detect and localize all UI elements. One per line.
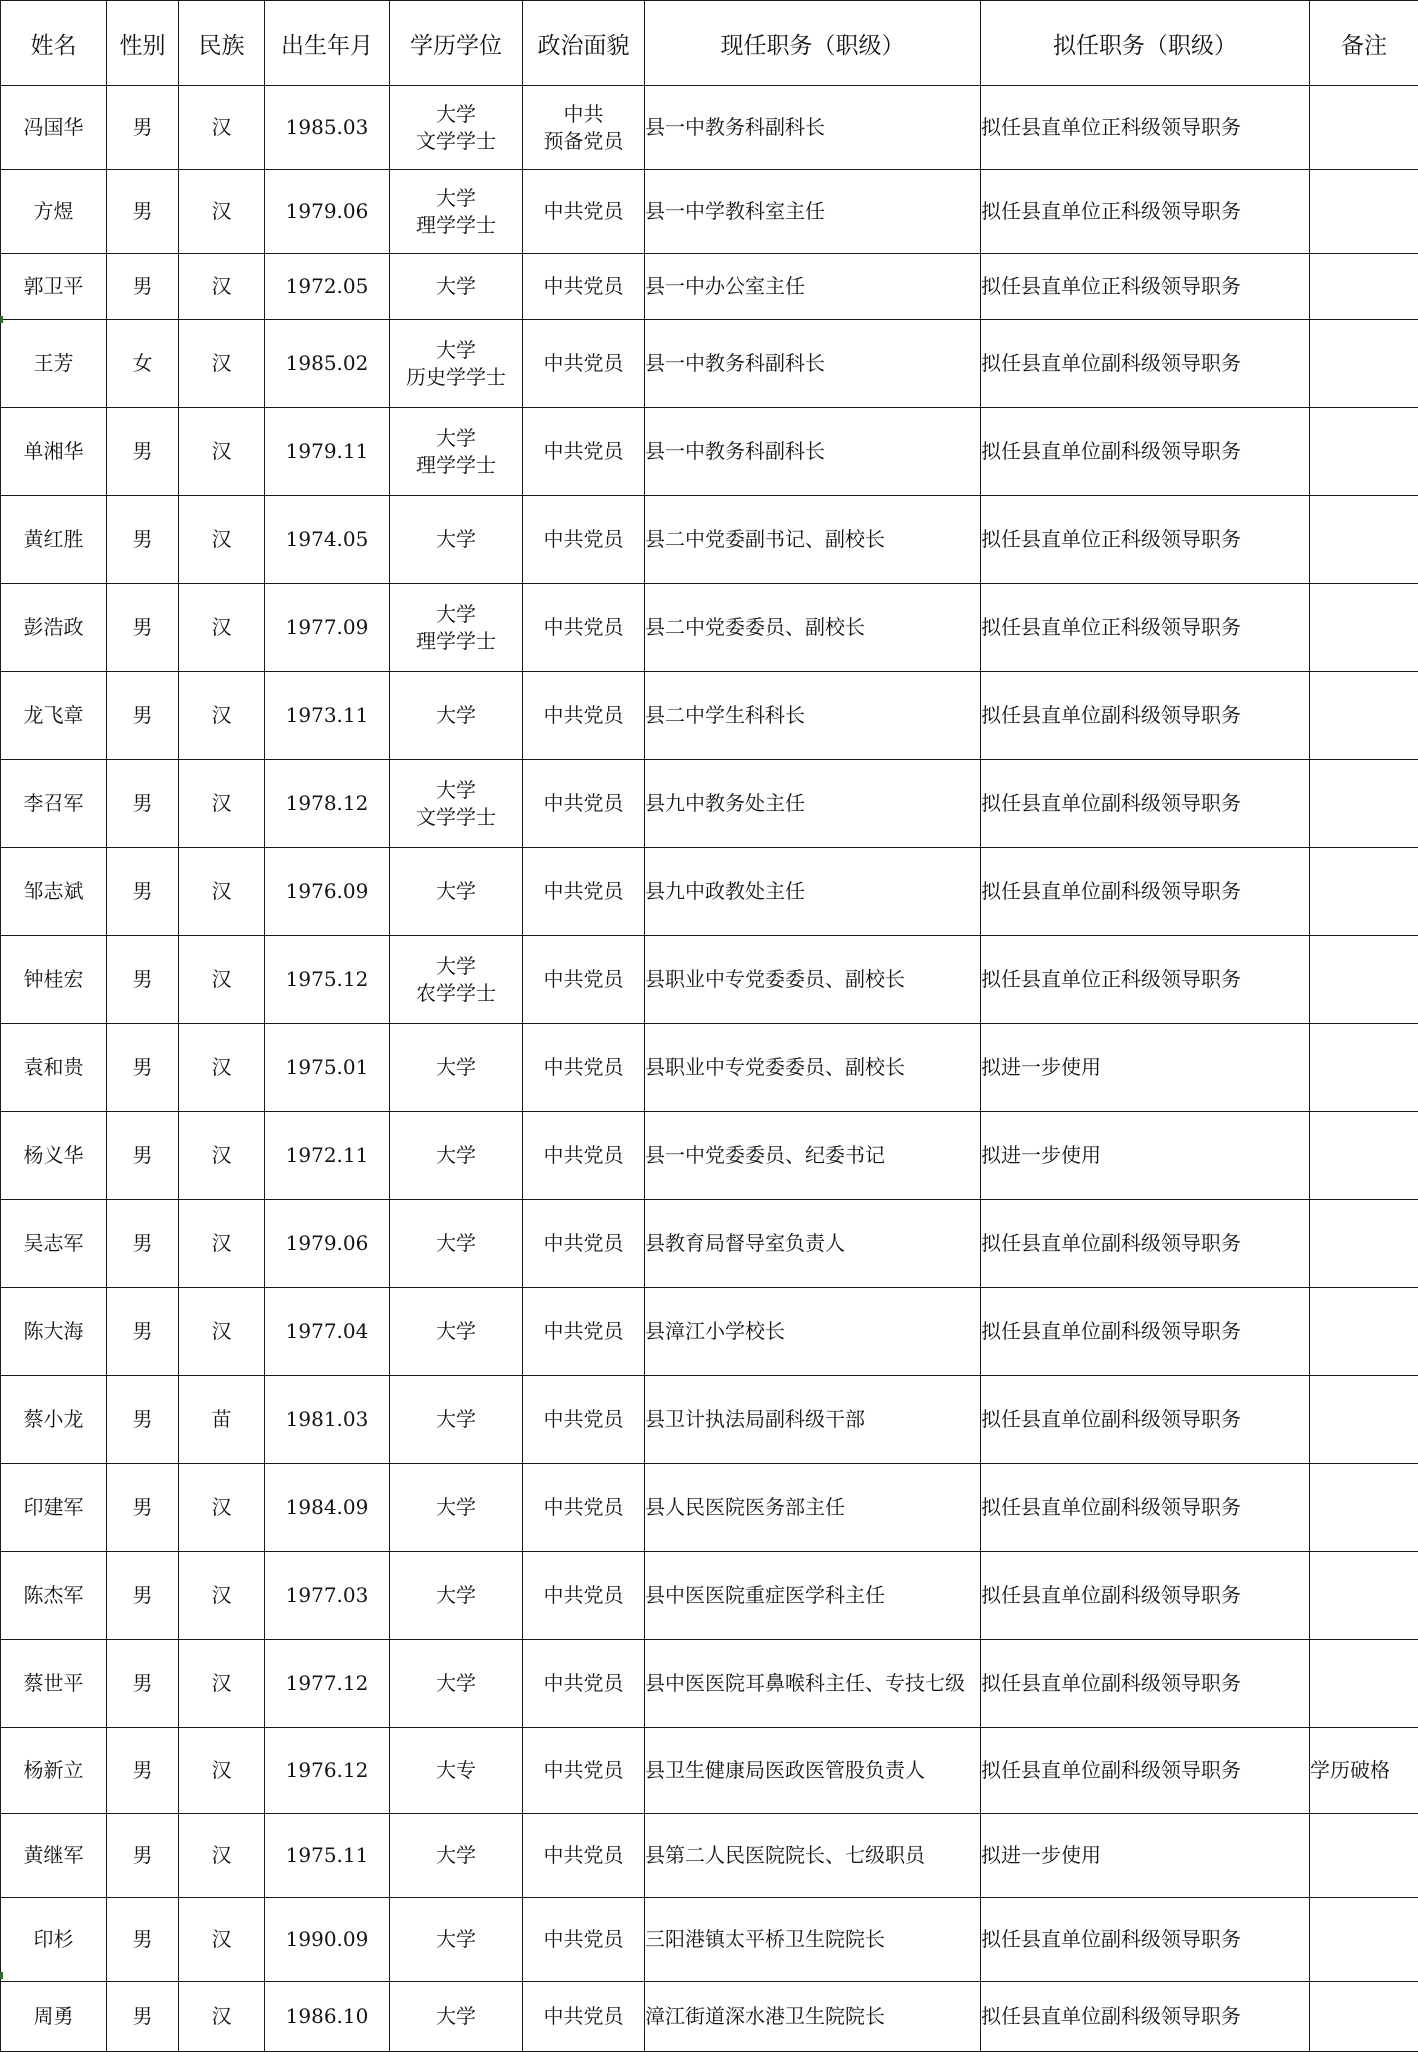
cell-politics (523, 408, 645, 496)
cell-education-line: 理学学士 (390, 212, 522, 239)
cell-proposed-post: 拟任县直单位正科级领导职务 (981, 86, 1310, 170)
table-header-row (1, 1, 1418, 86)
cell-current-post: 县中医医院耳鼻喉科主任、专技七级 (645, 1640, 981, 1728)
cell-ethnicity: 汉 (179, 1200, 265, 1288)
cell-politics-line: 中共党员 (523, 1842, 644, 1869)
cell-politics-line: 中共党员 (523, 1406, 644, 1433)
cell-note (1310, 408, 1418, 496)
cell-gender: 男 (107, 1728, 179, 1814)
cell-gender: 男 (107, 408, 179, 496)
cell-name: 周勇 (1, 1982, 107, 2052)
cell-name: 杨新立 (1, 1728, 107, 1814)
table-row (1, 1552, 1418, 1640)
cell-education-line: 文学学士 (390, 128, 522, 155)
cell-name: 印杉 (1, 1898, 107, 1982)
cell-education (390, 1728, 523, 1814)
cell-education (390, 1376, 523, 1464)
cell-name: 单湘华 (1, 408, 107, 496)
cell-politics (523, 1464, 645, 1552)
cell-proposed-post: 拟任县直单位正科级领导职务 (981, 936, 1310, 1024)
cell-proposed-post: 拟任县直单位副科级领导职务 (981, 760, 1310, 848)
cell-politics-line: 中共党员 (523, 1582, 644, 1609)
cell-ethnicity: 汉 (179, 1552, 265, 1640)
cell-name: 黄继军 (1, 1814, 107, 1898)
cell-name: 彭浩政 (1, 584, 107, 672)
header-gender: 性别 (107, 1, 179, 86)
cell-ethnicity: 汉 (179, 1640, 265, 1728)
cell-education (390, 936, 523, 1024)
cell-education (390, 584, 523, 672)
cell-ethnicity: 汉 (179, 760, 265, 848)
header-current-post: 现任职务（职级） (645, 1, 981, 86)
table-row (1, 1376, 1418, 1464)
cell-politics (523, 1814, 645, 1898)
cell-education (390, 1024, 523, 1112)
cell-politics (523, 320, 645, 408)
cell-gender: 男 (107, 86, 179, 170)
cell-birth: 1977.12 (265, 1640, 390, 1728)
cell-proposed-post: 拟任县直单位副科级领导职务 (981, 848, 1310, 936)
cell-gender: 男 (107, 1376, 179, 1464)
cell-education-line: 大学 (390, 1842, 522, 1869)
cell-gender: 男 (107, 672, 179, 760)
cell-proposed-post: 拟任县直单位正科级领导职务 (981, 584, 1310, 672)
table-row (1, 254, 1418, 320)
cell-education-line: 理学学士 (390, 452, 522, 479)
cell-politics-line: 中共党员 (523, 1230, 644, 1257)
cell-education-line: 大学 (390, 1406, 522, 1433)
cell-ethnicity: 汉 (179, 1898, 265, 1982)
cell-education-line: 大学 (390, 1054, 522, 1081)
cell-current-post: 县九中政教处主任 (645, 848, 981, 936)
cell-note (1310, 170, 1418, 254)
cell-politics-line: 中共党员 (523, 702, 644, 729)
cell-birth: 1977.03 (265, 1552, 390, 1640)
cell-politics-line: 中共党员 (523, 966, 644, 993)
cell-name: 蔡小龙 (1, 1376, 107, 1464)
cell-education-line: 大学 (390, 1494, 522, 1521)
cell-education-line: 大学 (390, 601, 522, 628)
cell-birth: 1975.12 (265, 936, 390, 1024)
cell-politics-line: 中共党员 (523, 1494, 644, 1521)
cell-politics-line: 中共党员 (523, 614, 644, 641)
cell-proposed-post: 拟任县直单位副科级领导职务 (981, 1728, 1310, 1814)
table-row (1, 1898, 1418, 1982)
cell-education (390, 320, 523, 408)
cell-ethnicity: 苗 (179, 1376, 265, 1464)
cell-education (390, 86, 523, 170)
table-row (1, 1112, 1418, 1200)
cell-politics (523, 86, 645, 170)
cell-education-line: 农学学士 (390, 980, 522, 1007)
cell-gender: 男 (107, 254, 179, 320)
cell-note (1310, 672, 1418, 760)
cell-proposed-post: 拟任县直单位副科级领导职务 (981, 320, 1310, 408)
cell-politics (523, 1640, 645, 1728)
cell-education-line: 大学 (390, 337, 522, 364)
cell-proposed-post: 拟任县直单位副科级领导职务 (981, 1288, 1310, 1376)
cell-name: 袁和贵 (1, 1024, 107, 1112)
cell-education (390, 1288, 523, 1376)
cell-gender: 男 (107, 1288, 179, 1376)
cell-current-post: 县漳江小学校长 (645, 1288, 981, 1376)
cell-education-line: 大学 (390, 185, 522, 212)
cell-politics (523, 936, 645, 1024)
cell-education-line: 大学 (390, 878, 522, 905)
cell-proposed-post: 拟任县直单位正科级领导职务 (981, 254, 1310, 320)
cell-ethnicity: 汉 (179, 1464, 265, 1552)
cell-note (1310, 254, 1418, 320)
cell-current-post: 县卫生健康局医政医管股负责人 (645, 1728, 981, 1814)
cell-proposed-post: 拟任县直单位副科级领导职务 (981, 1464, 1310, 1552)
cell-education (390, 1982, 523, 2052)
header-proposed-post: 拟任职务（职级） (981, 1, 1310, 86)
cell-note (1310, 320, 1418, 408)
cell-education-line: 大学 (390, 1926, 522, 1953)
cell-education-line: 大学 (390, 1230, 522, 1257)
cell-current-post: 县二中党委委员、副校长 (645, 584, 981, 672)
cell-education (390, 1464, 523, 1552)
cell-current-post: 漳江街道深水港卫生院院长 (645, 1982, 981, 2052)
cell-education-line: 大学 (390, 273, 522, 300)
cell-gender: 男 (107, 1112, 179, 1200)
table-row (1, 760, 1418, 848)
cell-note (1310, 1898, 1418, 1982)
cell-note (1310, 1464, 1418, 1552)
table-row (1, 1640, 1418, 1728)
table-row (1, 86, 1418, 170)
cell-politics-line: 中共党员 (523, 1318, 644, 1345)
cell-education (390, 1814, 523, 1898)
cell-note (1310, 1640, 1418, 1728)
cell-politics (523, 1112, 645, 1200)
cell-note (1310, 1024, 1418, 1112)
cell-ethnicity: 汉 (179, 408, 265, 496)
cell-education-line: 大学 (390, 1670, 522, 1697)
table-row (1, 1814, 1418, 1898)
cell-politics-line: 中共党员 (523, 878, 644, 905)
cell-politics (523, 254, 645, 320)
cell-ethnicity: 汉 (179, 86, 265, 170)
cell-name: 陈杰军 (1, 1552, 107, 1640)
cell-birth: 1979.06 (265, 170, 390, 254)
cell-current-post: 县一中办公室主任 (645, 254, 981, 320)
cell-education-line: 大学 (390, 101, 522, 128)
cell-ethnicity: 汉 (179, 1982, 265, 2052)
cell-name: 钟桂宏 (1, 936, 107, 1024)
cell-birth: 1985.02 (265, 320, 390, 408)
cell-gender: 女 (107, 320, 179, 408)
cell-name: 王芳 (1, 320, 107, 408)
cell-name: 吴志军 (1, 1200, 107, 1288)
table-row (1, 848, 1418, 936)
cell-education (390, 1200, 523, 1288)
cell-current-post: 县卫计执法局副科级干部 (645, 1376, 981, 1464)
cell-education-line: 大学 (390, 702, 522, 729)
cell-birth: 1975.01 (265, 1024, 390, 1112)
cell-name: 印建军 (1, 1464, 107, 1552)
cell-politics-line: 中共党员 (523, 198, 644, 225)
cell-birth: 1977.04 (265, 1288, 390, 1376)
header-education: 学历学位 (390, 1, 523, 86)
cell-education (390, 254, 523, 320)
cell-gender: 男 (107, 1982, 179, 2052)
edge-mark (0, 1972, 3, 1979)
table-row (1, 496, 1418, 584)
cell-note (1310, 86, 1418, 170)
cell-gender: 男 (107, 1814, 179, 1898)
cell-birth: 1977.09 (265, 584, 390, 672)
cell-note (1310, 848, 1418, 936)
cell-birth: 1976.12 (265, 1728, 390, 1814)
cell-politics-line: 中共党员 (523, 1670, 644, 1697)
cell-name: 杨义华 (1, 1112, 107, 1200)
cell-proposed-post: 拟任县直单位副科级领导职务 (981, 408, 1310, 496)
cell-proposed-post: 拟任县直单位副科级领导职务 (981, 1376, 1310, 1464)
cell-gender: 男 (107, 1898, 179, 1982)
cell-ethnicity: 汉 (179, 170, 265, 254)
cell-politics (523, 1552, 645, 1640)
cell-current-post: 县九中教务处主任 (645, 760, 981, 848)
cell-gender: 男 (107, 1024, 179, 1112)
cell-politics (523, 1024, 645, 1112)
header-politics: 政治面貌 (523, 1, 645, 86)
cell-birth: 1976.09 (265, 848, 390, 936)
cell-birth: 1990.09 (265, 1898, 390, 1982)
cell-ethnicity: 汉 (179, 672, 265, 760)
cell-education-line: 大学 (390, 1582, 522, 1609)
cell-current-post: 县第二人民医院院长、七级职员 (645, 1814, 981, 1898)
cell-education-line: 大学 (390, 953, 522, 980)
cell-education (390, 170, 523, 254)
cell-education-line: 文学学士 (390, 804, 522, 831)
cell-politics (523, 1288, 645, 1376)
cell-proposed-post: 拟任县直单位副科级领导职务 (981, 672, 1310, 760)
cell-politics (523, 1982, 645, 2052)
cell-politics-line: 中共党员 (523, 1142, 644, 1169)
cell-current-post: 县一中教务科副科长 (645, 320, 981, 408)
cell-politics-line: 中共 (523, 101, 644, 128)
cell-note: 学历破格 (1310, 1728, 1418, 1814)
cell-politics-line: 中共党员 (523, 350, 644, 377)
cell-politics (523, 584, 645, 672)
cell-politics (523, 1376, 645, 1464)
cell-name: 邹志斌 (1, 848, 107, 936)
cell-note (1310, 584, 1418, 672)
cell-current-post: 县一中党委委员、纪委书记 (645, 1112, 981, 1200)
cell-politics (523, 1200, 645, 1288)
cell-education (390, 672, 523, 760)
table-row (1, 1288, 1418, 1376)
cell-ethnicity: 汉 (179, 1024, 265, 1112)
cell-education (390, 496, 523, 584)
cell-politics-line: 中共党员 (523, 1757, 644, 1784)
header-birth: 出生年月 (265, 1, 390, 86)
cell-note (1310, 1376, 1418, 1464)
cell-current-post: 县职业中专党委委员、副校长 (645, 936, 981, 1024)
cell-name: 郭卫平 (1, 254, 107, 320)
cell-politics-line: 中共党员 (523, 1926, 644, 1953)
cell-politics-line: 中共党员 (523, 2003, 644, 2030)
cell-gender: 男 (107, 1552, 179, 1640)
cell-ethnicity: 汉 (179, 1728, 265, 1814)
cell-education (390, 1112, 523, 1200)
cell-birth: 1974.05 (265, 496, 390, 584)
cell-politics-line: 中共党员 (523, 1054, 644, 1081)
cell-ethnicity: 汉 (179, 1288, 265, 1376)
cell-proposed-post: 拟任县直单位副科级领导职务 (981, 1640, 1310, 1728)
cell-ethnicity: 汉 (179, 496, 265, 584)
cell-proposed-post: 拟任县直单位正科级领导职务 (981, 170, 1310, 254)
cell-gender: 男 (107, 1200, 179, 1288)
cell-proposed-post: 拟任县直单位副科级领导职务 (981, 1200, 1310, 1288)
cell-politics (523, 672, 645, 760)
cell-note (1310, 1288, 1418, 1376)
cell-education-line: 历史学学士 (390, 364, 522, 391)
cell-note (1310, 936, 1418, 1024)
cell-current-post: 县二中学生科科长 (645, 672, 981, 760)
cell-education (390, 1640, 523, 1728)
table-row (1, 320, 1418, 408)
cell-current-post: 三阳港镇太平桥卫生院院长 (645, 1898, 981, 1982)
cell-politics (523, 760, 645, 848)
table-row (1, 1982, 1418, 2052)
table-body (1, 86, 1418, 2052)
cell-birth: 1972.05 (265, 254, 390, 320)
cell-note (1310, 1982, 1418, 2052)
cell-name: 陈大海 (1, 1288, 107, 1376)
cell-current-post: 县人民医院医务部主任 (645, 1464, 981, 1552)
cell-birth: 1975.11 (265, 1814, 390, 1898)
table-row (1, 584, 1418, 672)
cell-name: 黄红胜 (1, 496, 107, 584)
cell-education-line: 大学 (390, 526, 522, 553)
cell-education-line: 大学 (390, 777, 522, 804)
cell-current-post: 县职业中专党委委员、副校长 (645, 1024, 981, 1112)
cell-note (1310, 496, 1418, 584)
cell-note (1310, 1552, 1418, 1640)
cell-education (390, 408, 523, 496)
cell-ethnicity: 汉 (179, 848, 265, 936)
table-row (1, 936, 1418, 1024)
cell-gender: 男 (107, 760, 179, 848)
cell-ethnicity: 汉 (179, 936, 265, 1024)
cell-education-line: 大专 (390, 1757, 522, 1784)
cell-education (390, 1552, 523, 1640)
cell-ethnicity: 汉 (179, 1112, 265, 1200)
cell-politics-line: 预备党员 (523, 128, 644, 155)
cell-proposed-post: 拟进一步使用 (981, 1814, 1310, 1898)
cell-gender: 男 (107, 936, 179, 1024)
edge-mark (0, 316, 3, 323)
cell-education-line: 大学 (390, 1318, 522, 1345)
cell-note (1310, 1814, 1418, 1898)
cell-gender: 男 (107, 1640, 179, 1728)
header-name: 姓名 (1, 1, 107, 86)
table-row (1, 672, 1418, 760)
cell-gender: 男 (107, 170, 179, 254)
cell-gender: 男 (107, 584, 179, 672)
cell-current-post: 县二中党委副书记、副校长 (645, 496, 981, 584)
header-note: 备注 (1310, 1, 1418, 86)
cell-gender: 男 (107, 1464, 179, 1552)
table-row (1, 1200, 1418, 1288)
cell-politics-line: 中共党员 (523, 790, 644, 817)
cell-note (1310, 1200, 1418, 1288)
cell-ethnicity: 汉 (179, 584, 265, 672)
cell-education-line: 大学 (390, 2003, 522, 2030)
cell-education (390, 1898, 523, 1982)
cell-politics-line: 中共党员 (523, 438, 644, 465)
cell-proposed-post: 拟进一步使用 (981, 1112, 1310, 1200)
cell-ethnicity: 汉 (179, 1814, 265, 1898)
cell-current-post: 县一中学教科室主任 (645, 170, 981, 254)
cell-politics-line: 中共党员 (523, 526, 644, 553)
cell-education-line: 理学学士 (390, 628, 522, 655)
cell-name: 龙飞章 (1, 672, 107, 760)
cell-proposed-post: 拟任县直单位副科级领导职务 (981, 1982, 1310, 2052)
cell-education-line: 大学 (390, 1142, 522, 1169)
cell-politics (523, 170, 645, 254)
cell-politics-line: 中共党员 (523, 273, 644, 300)
cell-politics (523, 848, 645, 936)
table-row (1, 408, 1418, 496)
cell-birth: 1984.09 (265, 1464, 390, 1552)
cell-birth: 1979.11 (265, 408, 390, 496)
cell-name: 蔡世平 (1, 1640, 107, 1728)
cell-ethnicity: 汉 (179, 320, 265, 408)
table-row (1, 1024, 1418, 1112)
table-row (1, 1728, 1418, 1814)
cell-name: 冯国华 (1, 86, 107, 170)
cell-current-post: 县一中教务科副科长 (645, 86, 981, 170)
cell-proposed-post: 拟任县直单位副科级领导职务 (981, 1552, 1310, 1640)
table-row (1, 170, 1418, 254)
cell-current-post: 县教育局督导室负责人 (645, 1200, 981, 1288)
cell-politics (523, 496, 645, 584)
cell-birth: 1979.06 (265, 1200, 390, 1288)
cell-name: 方煜 (1, 170, 107, 254)
cell-politics (523, 1728, 645, 1814)
cell-current-post: 县中医医院重症医学科主任 (645, 1552, 981, 1640)
cell-note (1310, 1112, 1418, 1200)
cell-birth: 1981.03 (265, 1376, 390, 1464)
cell-birth: 1972.11 (265, 1112, 390, 1200)
cell-current-post: 县一中教务科副科长 (645, 408, 981, 496)
cell-birth: 1973.11 (265, 672, 390, 760)
cell-birth: 1985.03 (265, 86, 390, 170)
header-ethnicity: 民族 (179, 1, 265, 86)
cell-gender: 男 (107, 848, 179, 936)
cell-education (390, 760, 523, 848)
cell-birth: 1986.10 (265, 1982, 390, 2052)
cell-politics (523, 1898, 645, 1982)
table-row (1, 1464, 1418, 1552)
cell-gender: 男 (107, 496, 179, 584)
cell-proposed-post: 拟任县直单位正科级领导职务 (981, 496, 1310, 584)
cell-ethnicity: 汉 (179, 254, 265, 320)
cell-name: 李召军 (1, 760, 107, 848)
cell-note (1310, 760, 1418, 848)
cell-proposed-post: 拟进一步使用 (981, 1024, 1310, 1112)
cell-education-line: 大学 (390, 425, 522, 452)
cell-proposed-post: 拟任县直单位副科级领导职务 (981, 1898, 1310, 1982)
cell-birth: 1978.12 (265, 760, 390, 848)
cell-education (390, 848, 523, 936)
